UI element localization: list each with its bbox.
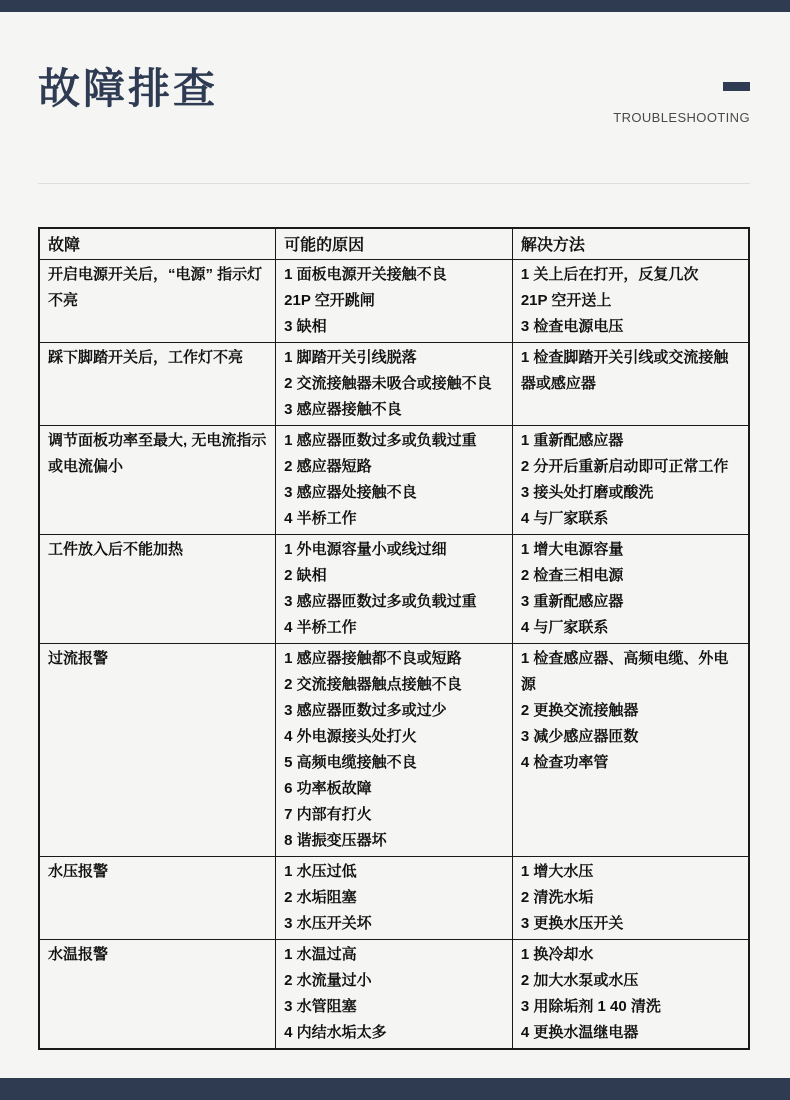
- fault-cell: [39, 535, 276, 644]
- solution-line: 3 检查电源电压: [520, 318, 624, 335]
- cause-line: 2 交流接触器触点接触不良: [284, 676, 462, 693]
- cause-line: 5 高频电缆接触不良: [284, 754, 417, 771]
- solution-line: 2 分开后重新启动即可正常工作: [520, 458, 729, 475]
- cause-line: 2 交流接触器未吸合或接触不良: [284, 375, 492, 392]
- fault-text: 踩下脚踏开关后，工作灯不亮: [48, 349, 244, 366]
- fault-text: 水温报警: [48, 946, 109, 963]
- cause-line: 3 水压开关坏: [284, 915, 372, 932]
- causes-cell: [276, 426, 513, 535]
- solution-line: 4 与厂家联系: [520, 619, 609, 636]
- solutions-cell: [512, 426, 749, 535]
- cause-line: 1 感应器接触都不良或短路: [284, 650, 462, 667]
- solution-line: 4 更换水温继电器: [520, 1024, 639, 1041]
- solutions-cell: [512, 644, 749, 857]
- solutions-cell: [512, 535, 749, 644]
- fault-text: 调节面板功率至最大, 无电流指示或电流偏小: [48, 432, 267, 475]
- solution-line: 2 检查三相电源: [520, 567, 624, 584]
- solution-line: 3 减少感应器匝数: [520, 728, 639, 745]
- solution-line: 3 更换水压开关: [520, 915, 624, 932]
- fault-text: 过流报警: [48, 650, 109, 667]
- cause-line: 1 水压过低: [284, 863, 357, 880]
- fault-cell: [39, 343, 276, 426]
- solution-line: 1 增大电源容量: [520, 541, 624, 558]
- cause-line: 3 缺相: [284, 318, 327, 335]
- fault-cell: [39, 644, 276, 857]
- cause-line: 2 水流量过小: [284, 972, 372, 989]
- solution-line: 1 检查脚踏开关引线或交流接触器或感应器: [520, 349, 729, 392]
- solution-line: 2 加大水泵或水压: [520, 972, 639, 989]
- solution-line: 4 检查功率管: [520, 754, 609, 771]
- cause-line: 7 内部有打火: [284, 806, 372, 823]
- cause-line: 2 缺相: [284, 567, 327, 584]
- fault-text: 工件放入后不能加热: [48, 541, 184, 558]
- solution-line: 1 换冷却水: [520, 946, 594, 963]
- solution-line: 3 接头处打磨或酸洗: [520, 484, 654, 501]
- causes-cell: [276, 857, 513, 940]
- solutions-cell: [512, 343, 749, 426]
- solution-line: 2 更换交流接触器: [520, 702, 639, 719]
- causes-cell: [276, 940, 513, 1050]
- bottom-accent-bar: [0, 1078, 790, 1100]
- header-fault: 故障: [39, 228, 276, 260]
- table-row: [39, 535, 749, 644]
- table-header-row: [39, 228, 749, 260]
- cause-line: 3 感应器匝数过多或负载过重: [284, 593, 477, 610]
- cause-line: 21P 空开跳闸: [284, 292, 375, 309]
- solution-line: 1 关上后在打开，反复几次: [520, 266, 699, 283]
- solutions-cell: [512, 940, 749, 1050]
- section-marker-icon: [723, 82, 750, 91]
- fault-text: 水压报警: [48, 863, 109, 880]
- solution-line: 1 重新配感应器: [520, 432, 624, 449]
- cause-line: 1 水温过高: [284, 946, 357, 963]
- cause-line: 4 内结水垢太多: [284, 1024, 387, 1041]
- solutions-cell: [512, 260, 749, 343]
- fault-cell: [39, 857, 276, 940]
- header-causes: 可能的原因: [276, 228, 513, 260]
- header-solutions: 解决方法: [512, 228, 749, 260]
- cause-line: 3 水管阻塞: [284, 998, 357, 1015]
- table-row: [39, 644, 749, 857]
- cause-line: 3 感应器匝数过多或过少: [284, 702, 447, 719]
- solution-line: 1 检查感应器、高频电缆、外电源: [520, 650, 729, 693]
- solutions-cell: [512, 857, 749, 940]
- cause-line: 1 脚踏开关引线脱落: [284, 349, 417, 366]
- table-row: [39, 940, 749, 1050]
- troubleshooting-table: [38, 227, 750, 1050]
- fault-cell: [39, 260, 276, 343]
- causes-cell: [276, 343, 513, 426]
- cause-line: 6 功率板故障: [284, 780, 372, 797]
- solution-line: 3 重新配感应器: [520, 593, 624, 610]
- solution-line: 4 与厂家联系: [520, 510, 609, 527]
- causes-cell: [276, 260, 513, 343]
- solution-line: 1 增大水压: [520, 863, 594, 880]
- cause-line: 3 感应器接触不良: [284, 401, 402, 418]
- cause-line: 1 面板电源开关接触不良: [284, 266, 447, 283]
- cause-line: 1 外电源容量小或线过细: [284, 541, 447, 558]
- causes-cell: [276, 535, 513, 644]
- cause-line: 8 谐振变压器坏: [284, 832, 387, 849]
- cause-line: 3 感应器处接触不良: [284, 484, 417, 501]
- cause-line: 2 水垢阻塞: [284, 889, 357, 906]
- cause-line: 4 外电源接头处打火: [284, 728, 417, 745]
- table-row: [39, 426, 749, 535]
- solution-line: 2 清洗水垢: [520, 889, 594, 906]
- fault-text: 开启电源开关后，“电源” 指示灯不亮: [48, 266, 263, 309]
- page-subtitle: TROUBLESHOOTING: [613, 110, 750, 125]
- top-accent-bar: [0, 0, 790, 12]
- table-row: [39, 260, 749, 343]
- cause-line: 4 半桥工作: [284, 619, 357, 636]
- table-row: [39, 343, 749, 426]
- table-header: [39, 228, 749, 260]
- solution-line: 21P 空开送上: [520, 292, 612, 309]
- fault-cell: [39, 426, 276, 535]
- page-title: 故障排查: [38, 65, 219, 112]
- table-body: [39, 260, 749, 1050]
- fault-cell: [39, 940, 276, 1050]
- causes-cell: [276, 644, 513, 857]
- header-divider: [38, 183, 750, 184]
- cause-line: 2 感应器短路: [284, 458, 372, 475]
- table-row: [39, 857, 749, 940]
- cause-line: 1 感应器匝数过多或负载过重: [284, 432, 477, 449]
- solution-line: 3 用除垢剂 1 40 清洗: [520, 998, 661, 1015]
- cause-line: 4 半桥工作: [284, 510, 357, 527]
